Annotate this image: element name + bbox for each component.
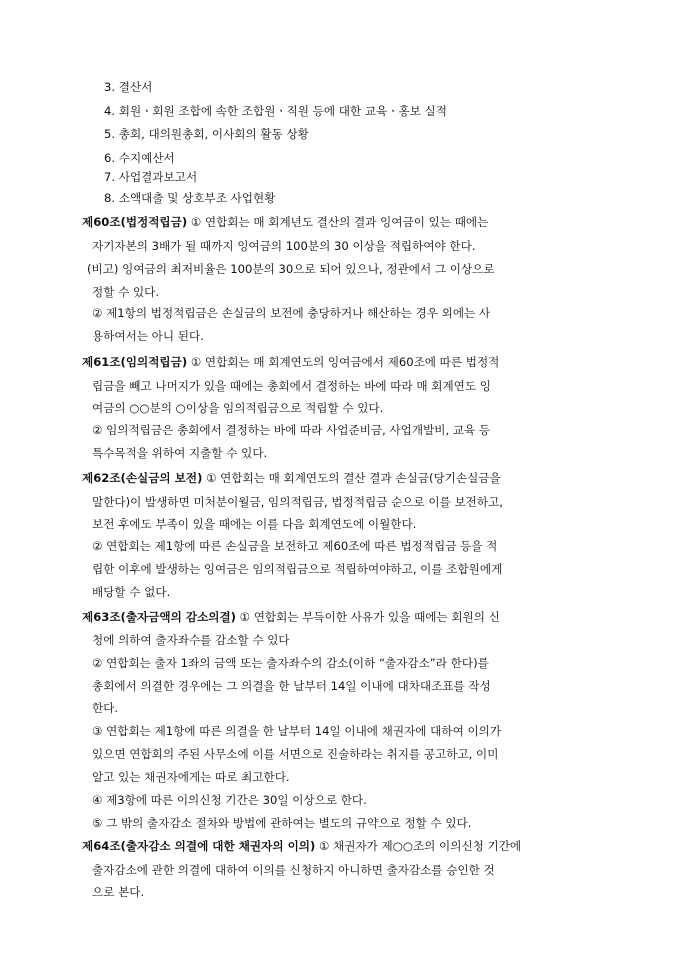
article-63-title: 제63조(출자금액의 감소의결) bbox=[82, 610, 236, 624]
list-item: 6. 수지예산서 bbox=[104, 151, 175, 165]
article-63-first-line bbox=[82, 609, 500, 625]
article-61-text: 여금의 ○○분의 ○이상을 임의적립금으로 적립할 수 있다. bbox=[92, 401, 384, 415]
article-60-title: 제60조(법정적립금) bbox=[82, 215, 188, 229]
article-60-text: ① 연합회는 매 회계년도 결산의 결과 잉여금이 있는 때에는 bbox=[190, 215, 489, 229]
article-61-paragraph-2: 특수목적을 위하여 지출할 수 있다. bbox=[92, 446, 268, 460]
article-63-paragraph-5: ⑤ 그 밖의 출자감소 절차와 방법에 관하여는 별도의 규약으로 정할 수 있다. bbox=[92, 816, 472, 830]
article-60-text: 자기자본의 3배가 될 때까지 잉여금의 100분의 30 이상을 적립하여야 한다. bbox=[92, 239, 476, 253]
article-62-paragraph-2: 배당할 수 없다. bbox=[92, 585, 171, 599]
article-60-paragraph-2: ② 제1항의 법정적립금은 손실금의 보전에 충당하거나 해산하는 경우 외에는 사 bbox=[92, 306, 491, 320]
article-63-paragraph-2: ② 연합회는 출자 1좌의 금액 또는 출자좌수의 감소(이하 “출자감소”라 한다)를 bbox=[92, 656, 489, 670]
article-62-text: 보전 후에도 부족이 있을 때에는 이를 다음 회계연도에 이월한다. bbox=[92, 517, 417, 531]
list-item: 5. 총회, 대의원총회, 이사회의 활동 상황 bbox=[104, 127, 309, 141]
article-62-text: 말한다)이 발생하면 미처분이월금, 임의적립금, 법정적립금 순으로 이를 보전하고, bbox=[92, 495, 503, 509]
article-62-paragraph-2: 립한 이후에 발생하는 잉여금은 임의적립금으로 적립하여야하고, 이를 조합원에게 bbox=[92, 562, 503, 576]
article-64-title: 제64조(출자감소 의결에 대한 채권자의 이의) bbox=[82, 839, 316, 853]
list-item: 3. 결산서 bbox=[104, 80, 153, 94]
article-63-text: ① 연합회는 부득이한 사유가 있을 때에는 회원의 신 bbox=[239, 610, 500, 624]
article-60-first-line bbox=[82, 214, 488, 230]
list-item: 4. 회원ㆍ회원 조합에 속한 조합원ㆍ직원 등에 대한 교육ㆍ홍보 실적 bbox=[104, 104, 447, 118]
article-64-text: 으로 본다. bbox=[92, 885, 145, 899]
article-63-paragraph-3: 있으면 연합회의 주된 사무소에 이를 서면으로 진술하라는 취지를 공고하고, 이미 bbox=[92, 747, 499, 761]
article-63-text: 청에 의하여 출자좌수를 감소할 수 있다 bbox=[92, 633, 290, 647]
article-62-paragraph-2: ② 연합회는 제1항에 따른 손실금을 보전하고 제60조에 따른 법정적립금 등을 적 bbox=[92, 539, 498, 553]
article-62-text: ① 연합회는 매 회계연도의 결산 결과 손실금(당기손실금을 bbox=[206, 471, 501, 485]
article-63-paragraph-4: ④ 제3항에 따른 이의신청 기간은 30일 이상으로 한다. bbox=[92, 793, 367, 807]
article-60-note: (비고) 잉여금의 최저비율은 100분의 30으로 되어 있으나, 정관에서 그 이상으로 bbox=[87, 262, 495, 276]
list-item: 7. 사업결과보고서 bbox=[104, 170, 198, 184]
article-60-paragraph-2: 용하여서는 아니 된다. bbox=[92, 329, 204, 343]
article-63-paragraph-2: 한다. bbox=[92, 701, 119, 715]
article-64-text: 출자감소에 관한 의결에 대하여 이의를 신청하지 아니하면 출자감소를 승인한 것 bbox=[92, 863, 495, 877]
article-60-note: 정할 수 있다. bbox=[92, 285, 160, 299]
article-64-text: ① 채권자가 제○○조의 이의신청 기간에 bbox=[318, 839, 522, 853]
article-61-title: 제61조(임의적립금) bbox=[82, 355, 188, 369]
article-63-paragraph-2: 총회에서 의결한 경우에는 그 의결을 한 날부터 14일 이내에 대차대조표를 작성 bbox=[92, 679, 491, 693]
article-61-text: ① 연합회는 매 회계연도의 잉여금에서 제60조에 따른 법정적 bbox=[190, 355, 500, 369]
article-64-first-line bbox=[82, 838, 521, 854]
article-62-first-line bbox=[82, 470, 501, 486]
article-61-first-line bbox=[82, 354, 499, 370]
article-61-paragraph-2: ② 임의적립금은 총회에서 결정하는 바에 따라 사업준비금, 사업개발비, 교육 등 bbox=[92, 423, 491, 437]
article-63-paragraph-3: 알고 있는 채권자에게는 따로 최고한다. bbox=[92, 770, 290, 784]
article-61-text: 립금을 빼고 나머지가 있을 때에는 총회에서 결정하는 바에 따라 매 회계연도 잉 bbox=[92, 379, 491, 393]
article-63-paragraph-3: ③ 연합회는 제1항에 따른 의결을 한 날부터 14일 이내에 채권자에 대하여 이의가 bbox=[92, 724, 502, 738]
list-item: 8. 소액대출 및 상호부조 사업현황 bbox=[104, 191, 276, 205]
article-62-title: 제62조(손실금의 보전) bbox=[82, 471, 203, 485]
